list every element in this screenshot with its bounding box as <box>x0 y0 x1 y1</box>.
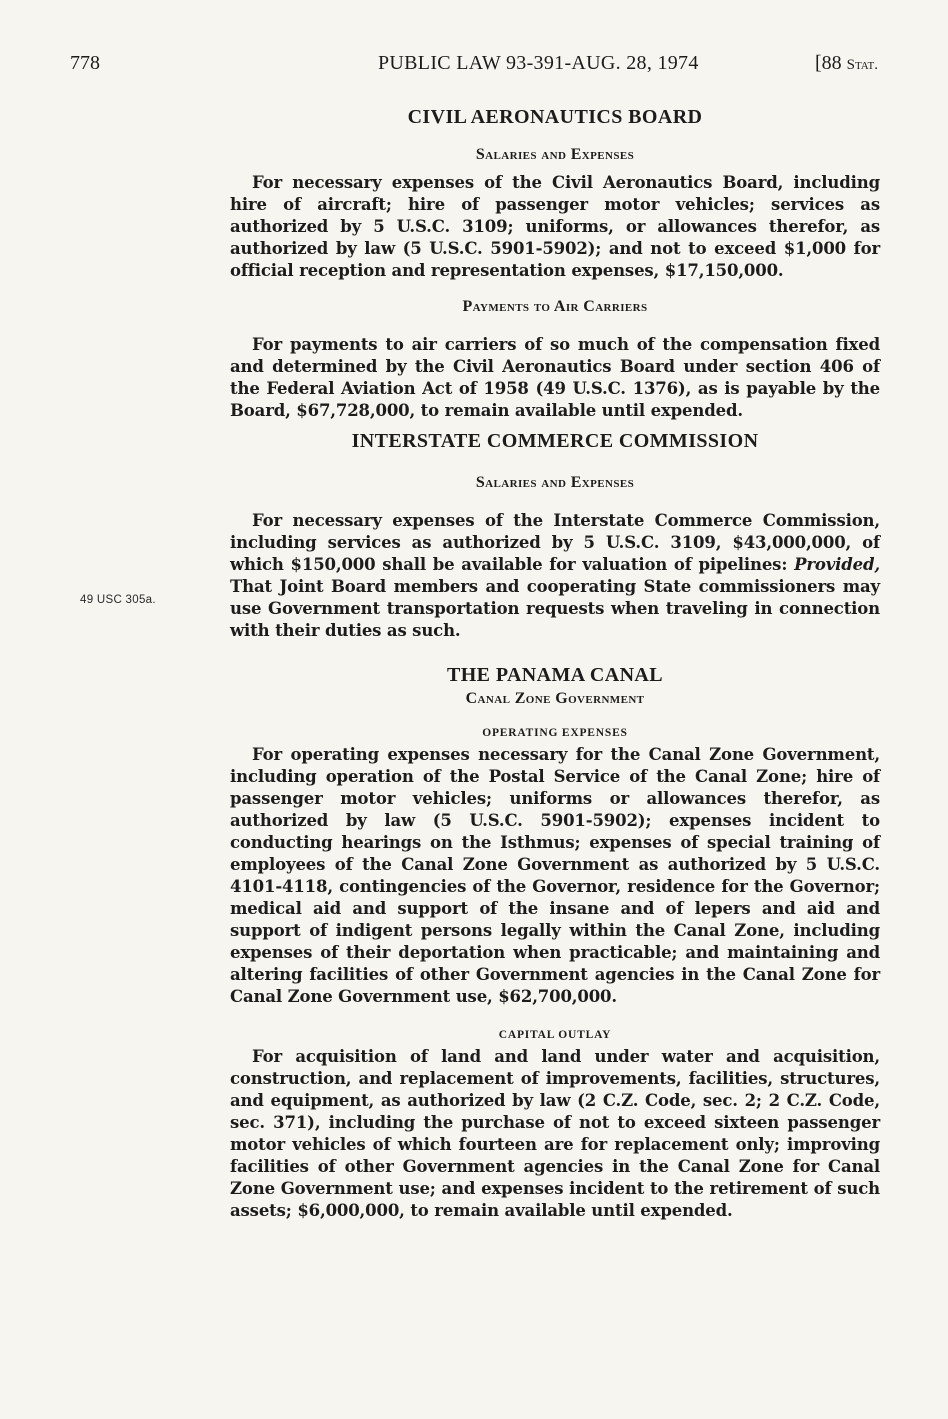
canal-zone-government-heading: Canal Zone Government <box>465 690 645 707</box>
capital-outlay-paragraph: For acquisition of land and land under water and acquisition, construction, and replacement of improvements, facilities, structures, and equipment, as authorized by law (2 C.Z. Code, sec. 2; 2 C.Z. Code, sec. 371), including the purchase of not to exceed sixteen passenger motor vehicles of which fourteen are for replacement only; improving facilities of other Government agencies in the Canal Zone for Canal Zone Government use; and expenses incident to the retirement of such assets; $6,000,000, to remain available until expended. <box>230 1047 880 1220</box>
icc-text-after-italic: That Joint Board members and cooperating State commissioners may use Government transportation requests when traveling in connection with their duties as such. <box>230 577 880 640</box>
volume-ref-prefix: [88 <box>814 52 847 74</box>
icc-salaries-paragraph <box>230 510 880 642</box>
agency-heading-panama-canal: THE PANAMA CANAL <box>446 664 664 686</box>
page-header <box>70 52 878 80</box>
agency-heading-cab: CIVIL AERONAUTICS BOARD <box>407 106 703 128</box>
volume-ref-suffix: Stat. <box>846 57 878 73</box>
volume-reference <box>815 52 878 75</box>
cab-payments-paragraph: For payments to air carriers of so much of the compensation fixed and determined by the Civil Aeronautics Board under section 406 of the Federal Aviation Act of 1958 (49 U.S.C. 1376), as is payable by the Board, $67,728,000, to remain available until expended. <box>230 335 880 420</box>
capital-outlay-heading: CAPITAL OUTLAY <box>498 1029 612 1041</box>
cab-payments-heading: Payments to Air Carriers <box>462 298 648 315</box>
body-text <box>230 100 880 1222</box>
operating-expenses-heading: OPERATING EXPENSES <box>482 727 628 739</box>
cab-salaries-heading: Salaries and Expenses <box>475 146 635 163</box>
cab-salaries-paragraph: For necessary expenses of the Civil Aeronautics Board, including hire of aircraft; hire of passenger motor vehicles; services as authorized by 5 U.S.C. 3109; uniforms, or allowances therefor, as authorized by law (5 U.S.C. 5901-5902); and not to exceed $1,000 for official reception and representation expenses, $17,150,000. <box>230 173 880 280</box>
icc-salaries-heading: Salaries and Expenses <box>475 474 635 491</box>
icc-text-before-italic: For necessary expenses of the Interstate Commerce Commission, including services as authorized by 5 U.S.C. 3109, $43,000,000, of which $150,000 shall be available for valuation of pipelines: <box>230 511 880 574</box>
operating-expenses-paragraph: For operating expenses necessary for the Canal Zone Government, including operation of the Postal Service of the Canal Zone; hire of passenger motor vehicles; uniforms or allowances therefor, as authorized by law (5 U.S.C. 5901-5902); expenses incident to conducting hearings on the Isthmus; expenses of special training of employees of the Canal Zone Government as authorized by 5 U.S.C. 4101-4118, contingencies of the Governor, residence for the Governor; medical aid and support of the insane and of lepers and aid and support of indigent persons legally within the Canal Zone, including expenses of their deportation when practicable; and maintaining and altering facilities of other Government agencies in the Canal Zone for Canal Zone Government use, $62,700,000. <box>230 745 880 1006</box>
icc-provided-italic: Provided, <box>794 555 880 574</box>
margin-citation: 49 USC 305a. <box>80 594 156 606</box>
agency-heading-icc: INTERSTATE COMMERCE COMMISSION <box>351 430 759 452</box>
page-number: 778 <box>70 52 100 74</box>
running-head: PUBLIC LAW 93-391-AUG. 28, 1974 <box>378 52 699 74</box>
